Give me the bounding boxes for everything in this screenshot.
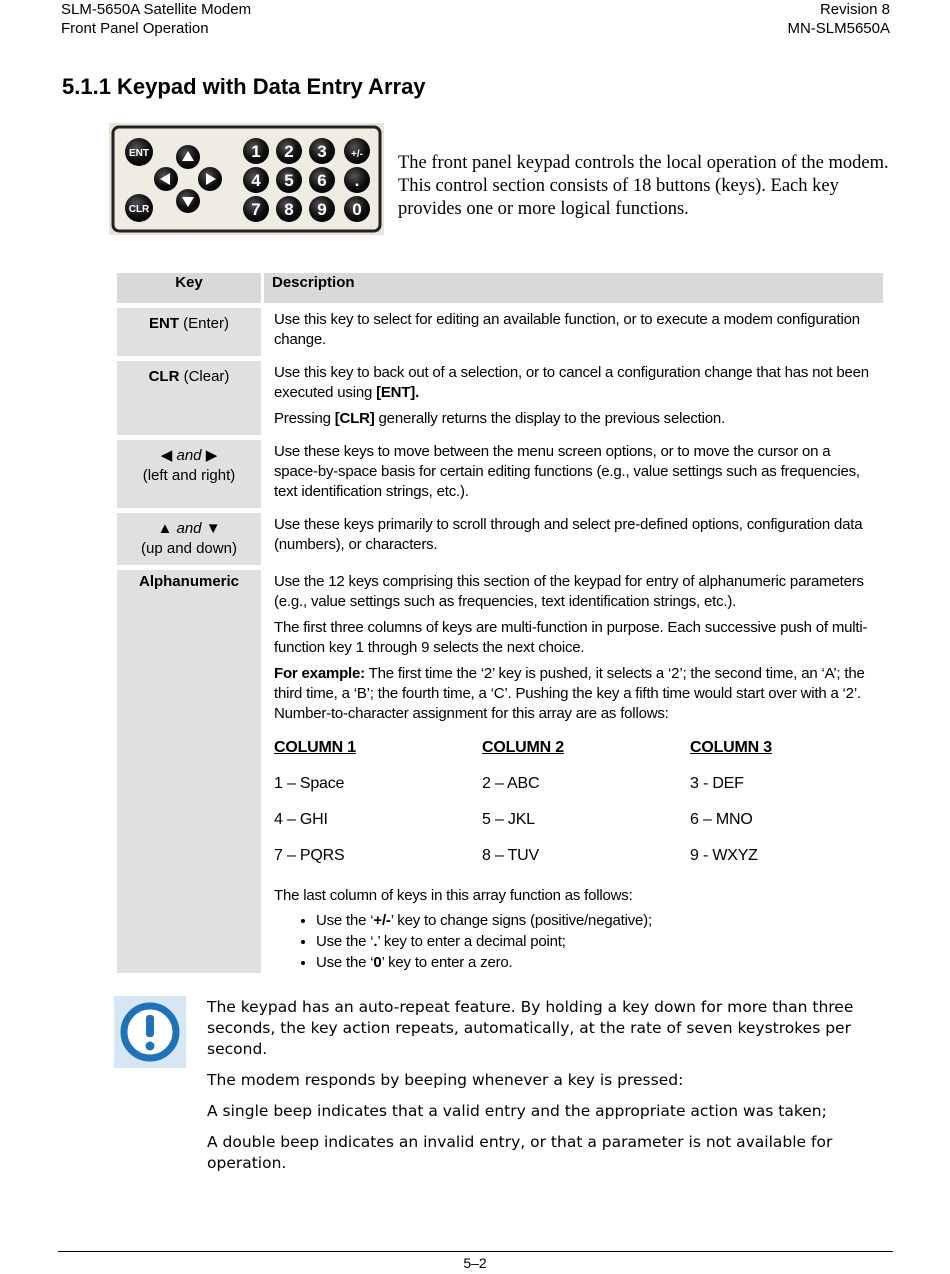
header-revision: Revision 8: [819, 1, 890, 18]
desc-clr: Use this key to back out of a selection, or to cancel a configuration change that has not been executed using [ENT]. Pressing [CLR] generally returns the display to the previous selection.: [274, 364, 869, 427]
desc-left-right: Use these keys to move between the menu screen options, or to move the cursor on a space-by-space basis for certain editing functions (e.g., value settings such as frequencies, text identification strings, etc.).: [274, 443, 860, 500]
key-alphanumeric: Alphanumeric: [117, 570, 261, 973]
digit-key-label: 2: [284, 142, 294, 161]
svg-text:ENT: ENT: [129, 148, 149, 159]
digit-key-label: 9: [317, 200, 327, 219]
note-text: The keypad has an auto-repeat feature. By holding a key down for more than three seconds, the key action repeats, automatically, at the rate of seven keystrokes per second. The modem responds by beeping whenever a key is pressed: A single beep indicates that a valid entry and the appropriate action was taken; A double beep indicates an invalid entry, or that a parameter is not available for operation.: [207, 998, 854, 1172]
digit-key-label: 5: [284, 171, 294, 190]
grid-cell: 4 – GHI: [274, 811, 328, 828]
ent-key: [125, 138, 153, 166]
desc-up-down: Use these keys primarily to scroll through and select pre-defined options, configuration data (numbers), or characters.: [274, 516, 863, 553]
column-key-header: Key: [117, 273, 261, 303]
header-right: [787, 0, 890, 38]
header-product: SLM-5650A Satellite Modem: [61, 1, 252, 18]
important-exclamation-icon: [114, 996, 186, 1068]
intro-paragraph: The front panel keypad controls the local operation of the modem. This control section consists of 18 buttons (keys). Each key provides one or more logical functions.: [398, 153, 889, 219]
grid-cell: 1 – Space: [274, 775, 345, 792]
list-item: • Use the ‘+/-’ key to change signs (positive/negative);: [316, 910, 873, 931]
digit-key-label: 1: [251, 142, 261, 161]
grid-cell: 9 - WXYZ: [690, 847, 758, 864]
arrow-down-icon: ▼: [205, 520, 221, 537]
table-header: [117, 273, 883, 303]
section-title: 5.1.1 Keypad with Data Entry Array: [62, 74, 426, 99]
column-2-header: COLUMN 2: [482, 739, 564, 756]
table-row-left-right: [117, 440, 883, 508]
digit-key-label: 6: [317, 171, 327, 190]
list-item: • Use the ‘0’ key to enter a zero.: [316, 952, 873, 973]
svg-text:CLR: CLR: [128, 204, 150, 215]
desc-ent: Use this key to select for editing an available function, or to execute a modem configuration change.: [274, 311, 860, 348]
key-up-down: ▲ and ▼ (up and down): [117, 513, 261, 565]
header-manual-number: MN-SLM5650A: [787, 20, 890, 37]
arrow-right-icon: ▶: [205, 447, 218, 464]
grid-cell: 5 – JKL: [482, 811, 535, 828]
column-1-header: COLUMN 1: [274, 739, 356, 756]
arrow-up-icon: ▲: [157, 520, 173, 537]
column-description-header: Description: [264, 273, 883, 303]
arrow-left-icon: ◀: [160, 447, 173, 464]
list-item: • Use the ‘.’ key to enter a decimal point;: [316, 931, 873, 952]
table-row-ent: [117, 308, 883, 356]
header-chapter: Front Panel Operation: [61, 20, 209, 37]
key-ent: ENT (Enter): [117, 308, 261, 356]
header-left: [61, 0, 251, 38]
character-assignment-grid: [274, 738, 873, 866]
key-left-right: ◀ and ▶ (left and right): [117, 440, 261, 508]
digit-key-label: 7: [251, 200, 261, 219]
column-3-header: COLUMN 3: [690, 739, 772, 756]
key-clr: CLR (Clear): [117, 361, 261, 435]
digit-key-label: 3: [317, 142, 327, 161]
grid-cell: 2 – ABC: [482, 775, 540, 792]
page-number: 5–2: [463, 1255, 487, 1271]
desc-alphanumeric: Use the 12 keys comprising this section of the keypad for entry of alphanumeric parameters (e.g., value settings such as frequencies, text identification strings, etc.). The first three columns of keys are multi-function in purpose. Each successive push of multi-function key 1 through 9 selects the next choice. For example: The first time the ‘2’ key is pushed, it selects a ‘2’; the second time, an ‘A’; the third time, a ‘B’; the fourth time, a ‘C’. Pushing the key a fifth time would start over with a ‘2’. Number-to-character assignment for this array are as follows: COLUMN 1 COLUMN 2 COLUMN 3 1 – Space 2 – ABC 3 - DEF 4 – GHI 5 – JKL 6 – MNO 7 – PQRS 8 – TUV 9 - WXYZ The last column of keys in this array function as follows: • Use the ‘+/-’ key to change signs (positive/negative); • Use the ‘.’ key to enter a decimal point; • Use the ‘0’ key to enter a zero.: [264, 570, 883, 973]
last-column-intro: The last column of keys in this array function as follows:: [274, 887, 633, 904]
table-row-clr: [117, 361, 883, 435]
footer-rule: [58, 1251, 893, 1252]
table-row-alphanumeric: [117, 570, 883, 973]
digit-key-label: 0: [352, 200, 362, 219]
grid-cell: 7 – PQRS: [274, 847, 345, 864]
grid-cell: 6 – MNO: [690, 811, 753, 828]
digit-key-label: +/-: [351, 149, 363, 160]
digit-key-label: 8: [284, 200, 294, 219]
digit-key-label: .: [354, 171, 360, 190]
grid-cell: 8 – TUV: [482, 847, 539, 864]
clr-key: [125, 194, 153, 222]
digit-key-label: 4: [251, 171, 261, 190]
grid-cell: 3 - DEF: [690, 775, 744, 792]
last-column-list: [274, 910, 873, 973]
table-row-up-down: [117, 513, 883, 565]
keypad-photo: [109, 123, 384, 235]
key-description-table: [114, 268, 886, 978]
